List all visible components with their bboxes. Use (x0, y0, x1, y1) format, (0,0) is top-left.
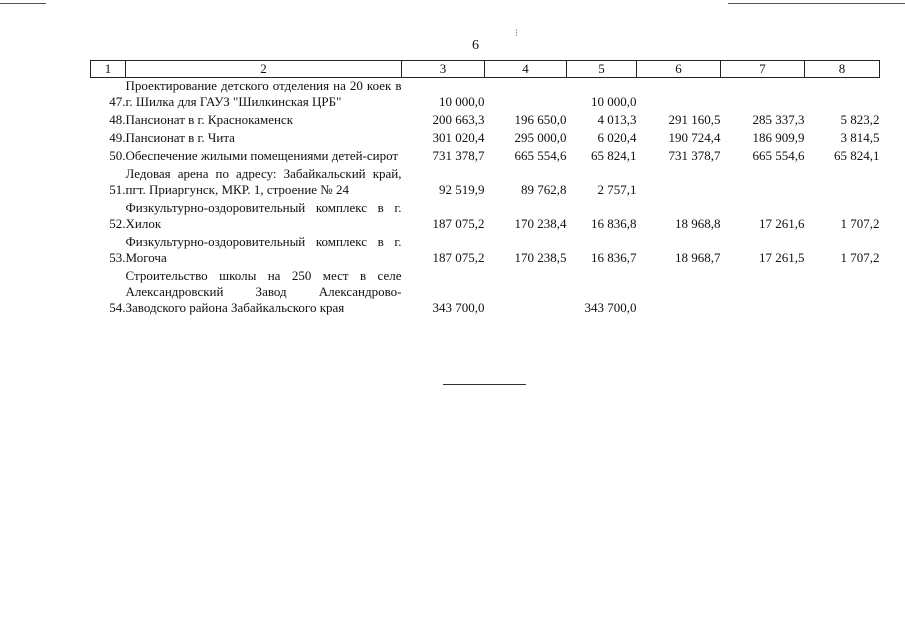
value-cell (485, 268, 567, 318)
value-cell: 17 261,6 (759, 216, 805, 231)
header-cell: 7 (721, 61, 805, 78)
row-name: Строительство школы на 250 мест в селе Александровский Завод Александрово-Заводского района Забайкальского края (125, 268, 402, 315)
header-cell: 4 (485, 61, 567, 78)
header-cell: 8 (805, 61, 880, 78)
value-cell: 2 757,1 (597, 182, 637, 197)
value-cell (805, 166, 880, 200)
value-cell: 16 836,8 (591, 216, 637, 231)
value-cell: 89 762,8 (521, 182, 567, 197)
row-name: Физкультурно-оздоровительный комплекс в г. Хилок (125, 200, 402, 231)
value-cell: 301 020,4 (432, 130, 485, 145)
header-cell: 2 (126, 61, 402, 78)
value-cell (637, 268, 721, 318)
value-cell: 18 968,8 (675, 216, 721, 231)
table-row (91, 268, 880, 318)
value-cell: 5 823,2 (840, 112, 880, 127)
row-number: 51. (109, 182, 126, 197)
budget-table (90, 60, 880, 318)
table-row (91, 200, 880, 234)
value-cell: 731 378,7 (668, 148, 721, 163)
row-name: Проектирование детского отделения на 20 коек в г. Шилка для ГАУЗ "Шилкинская ЦРБ" (125, 78, 402, 109)
value-cell: 731 378,7 (432, 148, 485, 163)
value-cell: 170 238,4 (514, 216, 567, 231)
value-cell: 343 700,0 (432, 300, 485, 315)
value-cell: 187 075,2 (432, 250, 485, 265)
value-cell: 1 707,2 (840, 250, 880, 265)
header-cell: 3 (402, 61, 485, 78)
value-cell: 1 707,2 (840, 216, 880, 231)
value-cell: 343 700,0 (584, 300, 637, 315)
row-number: 48. (109, 112, 126, 127)
row-number: 52. (109, 216, 126, 231)
page-number: 6 (472, 38, 479, 53)
value-cell: 10 000,0 (439, 94, 485, 109)
row-number: 53. (109, 250, 126, 265)
value-cell (805, 268, 880, 318)
value-cell: 665 554,6 (752, 148, 805, 163)
row-number: 47. (109, 94, 126, 109)
value-cell (637, 166, 721, 200)
table-row (91, 234, 880, 268)
row-number: 54. (109, 300, 126, 315)
value-cell: 196 650,0 (514, 112, 567, 127)
value-cell: 291 160,5 (668, 112, 721, 127)
end-of-table-rule (443, 384, 526, 385)
table-row (91, 148, 880, 166)
scan-edge-line-left (0, 3, 46, 4)
header-cell: 1 (91, 61, 126, 78)
table-row (91, 166, 880, 200)
value-cell: 16 836,7 (591, 250, 637, 265)
row-number: 49. (109, 130, 126, 145)
row-name: Физкультурно-оздоровительный комплекс в г. Могоча (125, 234, 402, 265)
header-cell: 6 (637, 61, 721, 78)
header-cell: 5 (567, 61, 637, 78)
row-name: Ледовая арена по адресу: Забайкальский край, пгт. Приаргунск, МКР. 1, строение № 24 (125, 166, 402, 197)
header-row (91, 61, 880, 78)
table-row (91, 130, 880, 148)
row-name: Пансионат в г. Краснокаменск (125, 112, 294, 127)
value-cell (805, 78, 880, 113)
value-cell (721, 78, 805, 113)
value-cell: 665 554,6 (514, 148, 567, 163)
value-cell: 17 261,5 (759, 250, 805, 265)
row-name: Обеспечение жилыми помещениями детей-сирот (125, 148, 399, 163)
value-cell (485, 78, 567, 113)
value-cell: 65 824,1 (591, 148, 637, 163)
table-row (91, 78, 880, 113)
row-name: Пансионат в г. Чита (125, 130, 235, 145)
value-cell: 187 075,2 (432, 216, 485, 231)
value-cell: 285 337,3 (752, 112, 805, 127)
value-cell (721, 166, 805, 200)
value-cell: 190 724,4 (668, 130, 721, 145)
value-cell: 6 020,4 (597, 130, 637, 145)
value-cell: 186 909,9 (752, 130, 805, 145)
value-cell: 18 968,7 (675, 250, 721, 265)
value-cell (637, 78, 721, 113)
value-cell: 92 519,9 (439, 182, 485, 197)
row-number: 50. (109, 148, 126, 163)
value-cell: 170 238,5 (514, 250, 567, 265)
value-cell: 3 814,5 (840, 130, 880, 145)
value-cell: 295 000,0 (514, 130, 567, 145)
value-cell: 200 663,3 (432, 112, 485, 127)
value-cell: 10 000,0 (591, 94, 637, 109)
table-row (91, 112, 880, 130)
value-cell: 65 824,1 (834, 148, 880, 163)
value-cell (721, 268, 805, 318)
value-cell: 4 013,3 (597, 112, 637, 127)
scan-edge-line-right (728, 3, 905, 4)
scan-speck: ⁝ (515, 28, 519, 39)
